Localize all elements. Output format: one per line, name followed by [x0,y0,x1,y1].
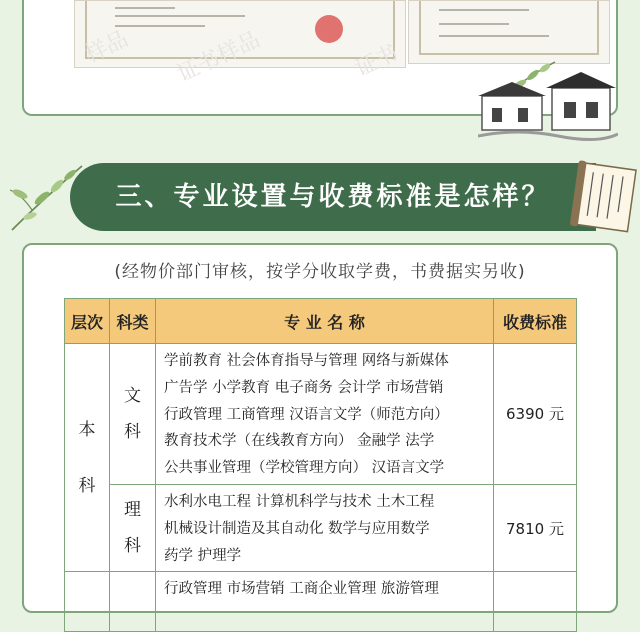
major-line: 行政管理 市场营销 工商企业管理 旅游管理 [164,581,439,598]
header-level: 层次 [65,299,110,344]
section-banner [70,163,596,231]
major-line: 机械设计制造及其自动化 数学与应用数学 [164,520,430,537]
certificate-image-right [408,0,610,64]
header-major-name: 专 业 名 称 [156,299,494,344]
major-line: 学前教育 社会体育指导与管理 网络与新媒体 [164,353,449,369]
major-line: 广告学 小学教育 电子商务 会计学 市场营销 [164,379,444,396]
table-header-row [65,299,577,344]
major-line: 教育技术学（在线教育方向） 金融学 法学 [164,433,435,450]
fee-cell-wenke: 6390 元 [494,344,577,485]
section-title: 三、专业设置与收费标准是怎样？ [115,182,551,212]
scroll-book-icon [568,160,638,236]
seal-icon [315,15,343,43]
ink-house-illustration-icon [478,58,618,144]
level-cell-next [65,572,110,632]
category-cell-like: 理 科 [110,484,156,571]
major-line: 行政管理 工商管理 汉语言文学（师范方向） [164,406,449,423]
header-category: 科类 [110,299,156,344]
fee-cell-like: 7810 元 [494,484,577,571]
table-row [65,484,577,571]
fee-table [64,298,577,632]
majors-cell-like [156,484,494,571]
majors-cell-wenke [156,344,494,485]
category-cell-wenke: 文 科 [110,344,156,485]
category-cell-next [110,572,156,632]
level-cell-ben: 本 科 [65,344,110,572]
table-row [65,344,577,485]
header-fee: 收费标准 [494,299,577,344]
major-line: 公共事业管理（学校管理方向） 汉语言文学 [164,460,445,477]
major-line: 水利水电工程 计算机科学与技术 土木工程 [164,493,435,510]
branch-decoration-icon [2,160,90,232]
certificate-card: 样品 证书样品 证书 [22,0,618,116]
table-row [65,572,577,632]
majors-cell-next [156,572,494,632]
fee-cell-next [494,572,577,632]
major-line: 药学 护理学 [164,547,242,564]
fee-note: (经物价部门审核，按学分收取学费，书费据实另收) [114,262,526,282]
